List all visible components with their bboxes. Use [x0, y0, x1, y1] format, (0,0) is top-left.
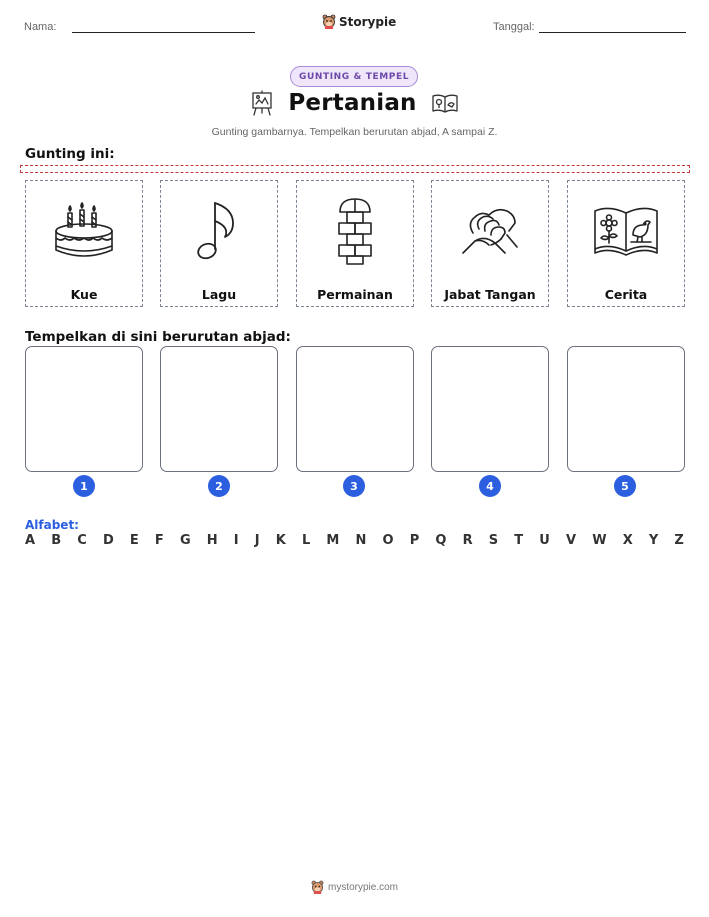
alphabet-letter: R: [462, 533, 473, 548]
alphabet-letter: X: [622, 533, 633, 548]
storybook-icon: [593, 205, 659, 257]
brand-name: Storypie: [339, 14, 397, 29]
cut-card-cake[interactable]: [25, 180, 143, 307]
cut-card-handshake[interactable]: [431, 180, 549, 307]
alphabet-letter: A: [25, 533, 36, 548]
alphabet-letter: Z: [674, 533, 684, 548]
date-label: Tanggal:: [493, 21, 535, 33]
storypie-mascot-icon: [311, 880, 324, 894]
alphabet-letter: I: [233, 533, 239, 548]
paste-slot-4[interactable]: [431, 346, 549, 472]
cut-section-title: Gunting ini:: [25, 146, 115, 162]
slot-number-4: 4: [479, 475, 501, 497]
name-label: Nama:: [24, 21, 57, 33]
paste-section-title: Tempelkan di sini berurutan abjad:: [25, 329, 291, 345]
alphabet-letter: U: [539, 533, 550, 548]
alphabet-letter: D: [102, 533, 114, 548]
card-label: Cerita: [604, 287, 648, 302]
instructions: Gunting gambarnya. Tempelkan berurutan abjad, A sampai Z.: [211, 126, 498, 138]
card-label: Permainan: [317, 287, 393, 302]
music-note-icon: [194, 199, 244, 263]
slot-number-5: 5: [614, 475, 636, 497]
paste-slot-5[interactable]: [567, 346, 685, 472]
card-label: Jabat Tangan: [444, 287, 536, 302]
alphabet-letter: M: [326, 533, 340, 548]
slot-number-1: 1: [73, 475, 95, 497]
farm-easel-icon: [250, 90, 274, 116]
card-label: Kue: [70, 287, 98, 302]
alphabet-letter: O: [382, 533, 394, 548]
page-title: [0, 90, 709, 116]
name-line[interactable]: [72, 32, 255, 33]
alphabet-letter: W: [592, 533, 607, 548]
cut-card-game[interactable]: [296, 180, 414, 307]
alphabet-letter: H: [206, 533, 218, 548]
alphabet-letter: G: [179, 533, 191, 548]
paste-slot-3[interactable]: [296, 346, 414, 472]
alphabet-letter: P: [409, 533, 420, 548]
alphabet-row: [25, 533, 684, 548]
paste-slot-2[interactable]: [160, 346, 278, 472]
alphabet-title: Alfabet:: [25, 518, 79, 532]
activity-badge: GUNTING & TEMPEL: [290, 66, 418, 87]
alphabet-letter: J: [254, 533, 260, 548]
cut-card-song[interactable]: [160, 180, 278, 307]
alphabet-letter: K: [275, 533, 286, 548]
alphabet-letter: S: [488, 533, 499, 548]
alphabet-letter: V: [566, 533, 577, 548]
storybook-title-icon: [431, 92, 459, 114]
paste-slot-1[interactable]: [25, 346, 143, 472]
alphabet-letter: N: [355, 533, 367, 548]
alphabet-letter: T: [514, 533, 524, 548]
alphabet-letter: B: [51, 533, 62, 548]
hopscotch-icon: [335, 197, 375, 265]
date-line[interactable]: [539, 32, 686, 33]
alphabet-letter: L: [301, 533, 311, 548]
storypie-mascot-icon: [322, 14, 336, 29]
footer-url[interactable]: mystorypie.com: [327, 881, 398, 893]
alphabet-letter: F: [154, 533, 164, 548]
cut-card-story[interactable]: [567, 180, 685, 307]
handshake-icon: [459, 203, 521, 259]
card-label: Lagu: [201, 287, 237, 302]
slot-number-3: 3: [343, 475, 365, 497]
slot-number-2: 2: [208, 475, 230, 497]
cake-icon: [52, 200, 116, 262]
footer: [0, 880, 709, 894]
cut-line: [20, 165, 690, 173]
alphabet-letter: Q: [435, 533, 447, 548]
brand-logo: [322, 14, 396, 29]
title-text: Pertanian: [288, 90, 417, 116]
alphabet-letter: E: [129, 533, 139, 548]
alphabet-letter: C: [77, 533, 87, 548]
alphabet-letter: Y: [648, 533, 659, 548]
